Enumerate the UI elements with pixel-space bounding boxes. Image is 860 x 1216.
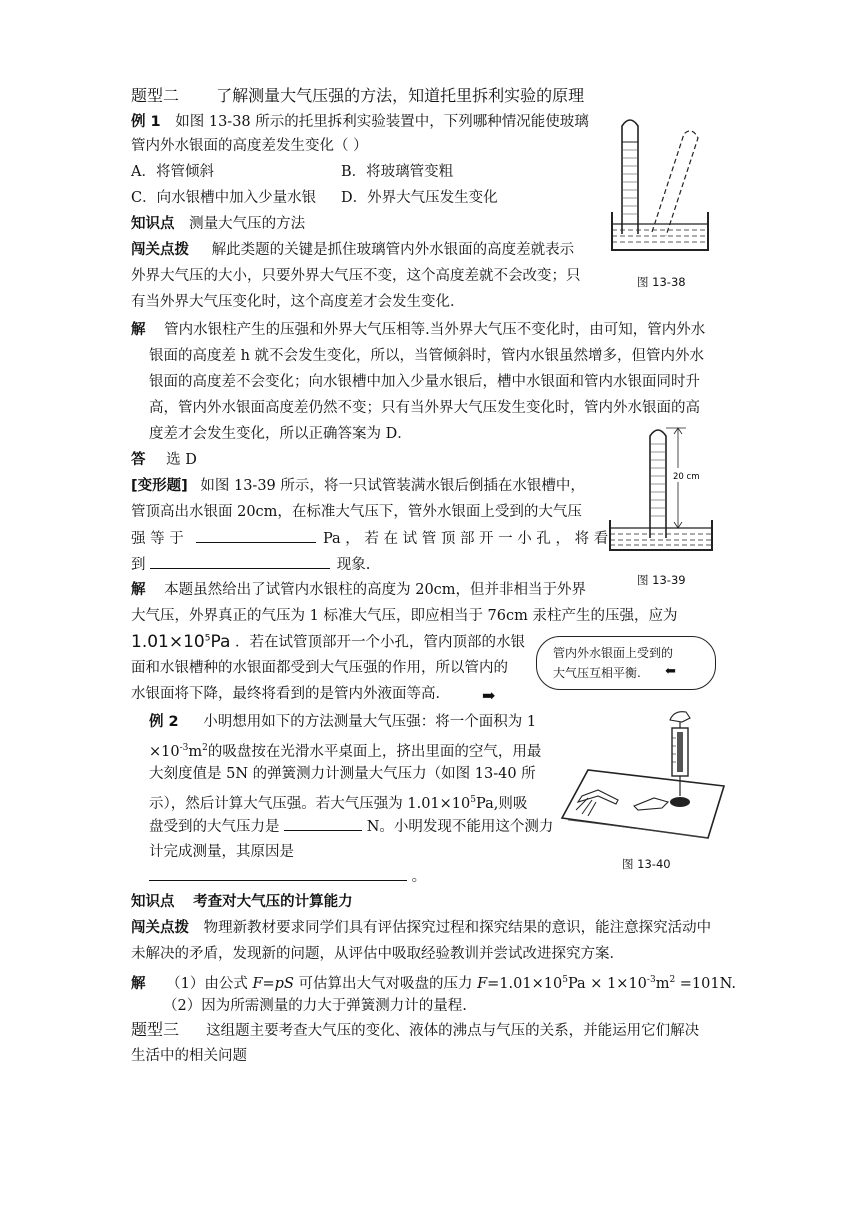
example-text: 。	[411, 869, 427, 885]
example-2-line-6: 计完成测量，其原因是	[149, 844, 294, 860]
knowledge-point-text: 测量大气压的方法	[189, 216, 306, 232]
test-tube-mercury-figure	[606, 424, 716, 572]
callout-text-line-1: 管内外水银面上受到的	[553, 646, 674, 660]
callout-bubble	[536, 636, 716, 690]
solution-2-line-1	[131, 970, 736, 994]
section-label: 题型二	[131, 86, 180, 105]
exponent: 2	[202, 743, 208, 753]
exponent: 5	[470, 795, 476, 805]
variant-text: Pa ， 若 在 试 管 顶 部 开 一 小 孔 ， 将 看	[322, 531, 609, 547]
solution-1-line-3: 银面的高度差不会变化；向水银槽中加入少量水银后，槽中水银面和管内水银面同时升	[149, 374, 700, 390]
solution-label: 解	[131, 322, 146, 338]
example-1-line-1	[131, 112, 589, 132]
solution-2-line-2: （2）因为所需测量的力大于弹簧测力计的量程.	[163, 998, 467, 1014]
answer-blank-pressure[interactable]	[196, 528, 316, 543]
option-c: C．向水银槽中加入少量水银	[131, 190, 317, 206]
variant-text: 现象.	[336, 557, 371, 573]
answer-blank-force[interactable]	[284, 816, 362, 831]
suction-cup-spring-scale-figure	[558, 710, 728, 846]
option-d: D．外界大气压发生变化	[341, 190, 498, 206]
answer-text: 选 D	[166, 452, 197, 468]
figure-caption-13-40: 图 13-40	[622, 857, 671, 871]
left-arrow-icon: ⬅	[665, 664, 676, 679]
variant-text: 强 等 于	[131, 531, 184, 547]
variant-solution-line-1	[131, 580, 586, 600]
solution-segment: m	[655, 975, 670, 992]
tip-2-line-1	[131, 918, 711, 938]
example-text: ×10	[149, 743, 180, 760]
knowledge-point-1	[131, 214, 305, 234]
exponent: 5	[562, 975, 568, 985]
solution-text: 本题虽然给出了试管内水银柱的高度为 20cm，但并非相当于外界	[164, 582, 587, 598]
example-text: 盘受到的大气压力是	[149, 819, 280, 835]
figure-caption-13-38: 图 13-38	[637, 275, 686, 289]
example-2-line-3: 大刻度值是 5N 的弹簧测力计测量大气压力（如图 13-40 所	[149, 766, 536, 782]
force-symbol: F	[477, 975, 488, 992]
torricelli-apparatus-figure	[608, 112, 712, 272]
pressure-unit: Pa	[210, 631, 231, 652]
example-2-line-7	[149, 866, 426, 887]
figure-caption-13-39: 图 13-39	[637, 573, 686, 587]
example-text: N。小明发现不能用这个测力	[366, 819, 554, 835]
variant-line-1	[131, 476, 585, 496]
tip-1-line-3: 有当外界大气压变化时，这个高度差才会发生变化．	[131, 294, 465, 310]
example-text: 的吸盘按在光滑水平桌面上，挤出里面的空气，用最	[207, 743, 542, 760]
section-heading-3	[131, 1020, 699, 1041]
tip-1-line-1	[131, 240, 574, 260]
exponent: -3	[646, 975, 656, 985]
solution-segment: =101N.	[675, 975, 736, 992]
right-arrow-icon: ➡	[482, 686, 496, 705]
solution-label: 解	[131, 975, 146, 992]
answer-blank-reason[interactable]	[149, 866, 407, 881]
answer-label: 答	[131, 452, 146, 468]
section-heading-2	[131, 86, 584, 106]
tip-text: 解此类题的关键是抓住玻璃管内外水银面的高度差就表示	[211, 242, 575, 258]
variant-text: 到	[131, 557, 146, 573]
knowledge-point-label: 知识点	[131, 894, 175, 910]
solution-segment: （1）由公式	[166, 975, 253, 992]
variant-text: 如图 13-39 所示，将一只试管装满水银后倒插在水银槽中，	[200, 478, 585, 494]
section-3-line-2: 生活中的相关问题	[131, 1048, 247, 1064]
solution-label: 解	[131, 582, 146, 598]
variant-label: [变形题]	[131, 478, 188, 494]
solution-text	[166, 976, 736, 992]
example-text: 小明想用如下的方法测量大气压强：将一个面积为 1	[203, 714, 537, 730]
variant-line-2: 管顶高出水银面 20cm，在标准大气压下，管外水银面上受到的大气压	[131, 504, 582, 520]
knowledge-point-text: 考查对大气压的计算能力	[193, 893, 353, 910]
example-2-line-2	[149, 738, 541, 762]
variant-solution-line-3	[131, 628, 525, 653]
variant-solution-line-2: 大气压，外界真正的气压为 1 标准大气压，即应相当于 76cm 汞柱产生的压强，应为	[131, 608, 678, 624]
solution-segment: Pa × 1×10	[567, 975, 647, 992]
exponent: -3	[179, 743, 189, 753]
example-text: Pa,则吸	[475, 795, 528, 812]
knowledge-point-2	[131, 892, 353, 912]
solution-segment: 可估算出大气对吸盘的压力	[293, 975, 478, 992]
example-1-line-2: 管内外水银面的高度差发生变化（ ）	[131, 138, 368, 154]
height-label: 20 cm	[673, 472, 700, 482]
variant-line-4	[131, 554, 370, 575]
tip-text: 物理新教材要求同学们具有评估探究过程和探究结果的意识，能注意探究活动中	[203, 920, 712, 936]
example-2-line-1	[149, 712, 536, 732]
section-description: 了解测量大气压强的方法，知道托里拆利实验的原理	[216, 86, 585, 105]
callout-text-line-2: 大气压互相平衡.	[553, 666, 641, 680]
example-2-line-4	[149, 790, 527, 814]
solution-1-line-2: 银面的高度差 h 就不会发生变化，所以，当管倾斜时，管内水银虽然增多，但管内外水	[149, 348, 705, 364]
example-text: 示），然后计算大气压强。若大气压强为 1.01×10	[149, 795, 471, 812]
solution-1-line-1	[131, 320, 705, 340]
tip-2-line-2: 未解决的矛盾，发现新的问题，从评估中吸取经验教训并尝试改进探究方案．	[131, 946, 624, 962]
solution-1-line-5: 度差才会发生变化，所以正确答案为 D．	[149, 426, 412, 442]
example-label: 例 1	[131, 114, 161, 130]
exponent: 5	[204, 633, 211, 643]
example-text: 如图 13-38 所示的托里拆利实验装置中，下列哪种情况能使玻璃	[175, 114, 589, 130]
solution-1-line-4: 高，管内外水银面高度差仍然不变；只有当外界大气压发生变化时，管内外水银面的高	[149, 400, 700, 416]
knowledge-point-label: 知识点	[131, 216, 175, 232]
pressure-value: 1.01×10	[131, 631, 205, 652]
formula: F=pS	[252, 975, 294, 992]
tip-1-line-2: 外界大气压的大小，只要外界大气压不变，这个高度差就不会改变；只	[131, 268, 581, 284]
variant-solution-line-4: 面和水银槽种的水银面都受到大气压强的作用，所以管内的	[131, 660, 508, 676]
example-text: m	[188, 743, 203, 760]
exponent: 2	[669, 975, 676, 985]
pressure-formula	[131, 632, 230, 652]
example-2-line-5	[149, 816, 553, 837]
tip-label: 闯关点拨	[131, 242, 189, 258]
option-a: A．将管倾斜	[131, 164, 214, 180]
section-description: 这组题主要考查大气压的变化、液体的沸点与气压的关系，并能运用它们解决	[206, 1023, 700, 1039]
variant-solution-line-5: 水银面将下降，最终将看到的是管内外液面等高．	[131, 686, 450, 702]
solution-segment: =1.01×10	[487, 975, 563, 992]
option-b: B．将玻璃管变粗	[341, 164, 454, 180]
example-label: 例 2	[149, 714, 179, 730]
variant-line-3	[131, 528, 608, 549]
solution-text: 管内水银柱产生的压强和外界大气压相等.当外界大气压不变化时，由可知，管内外水	[164, 322, 706, 338]
tip-label: 闯关点拨	[131, 920, 189, 936]
answer-1	[131, 450, 197, 470]
solution-text: ．若在试管顶部开一个小孔，管内顶部的水银	[234, 634, 525, 651]
answer-blank-phenomenon[interactable]	[150, 554, 330, 569]
section-label: 题型三	[131, 1020, 180, 1039]
